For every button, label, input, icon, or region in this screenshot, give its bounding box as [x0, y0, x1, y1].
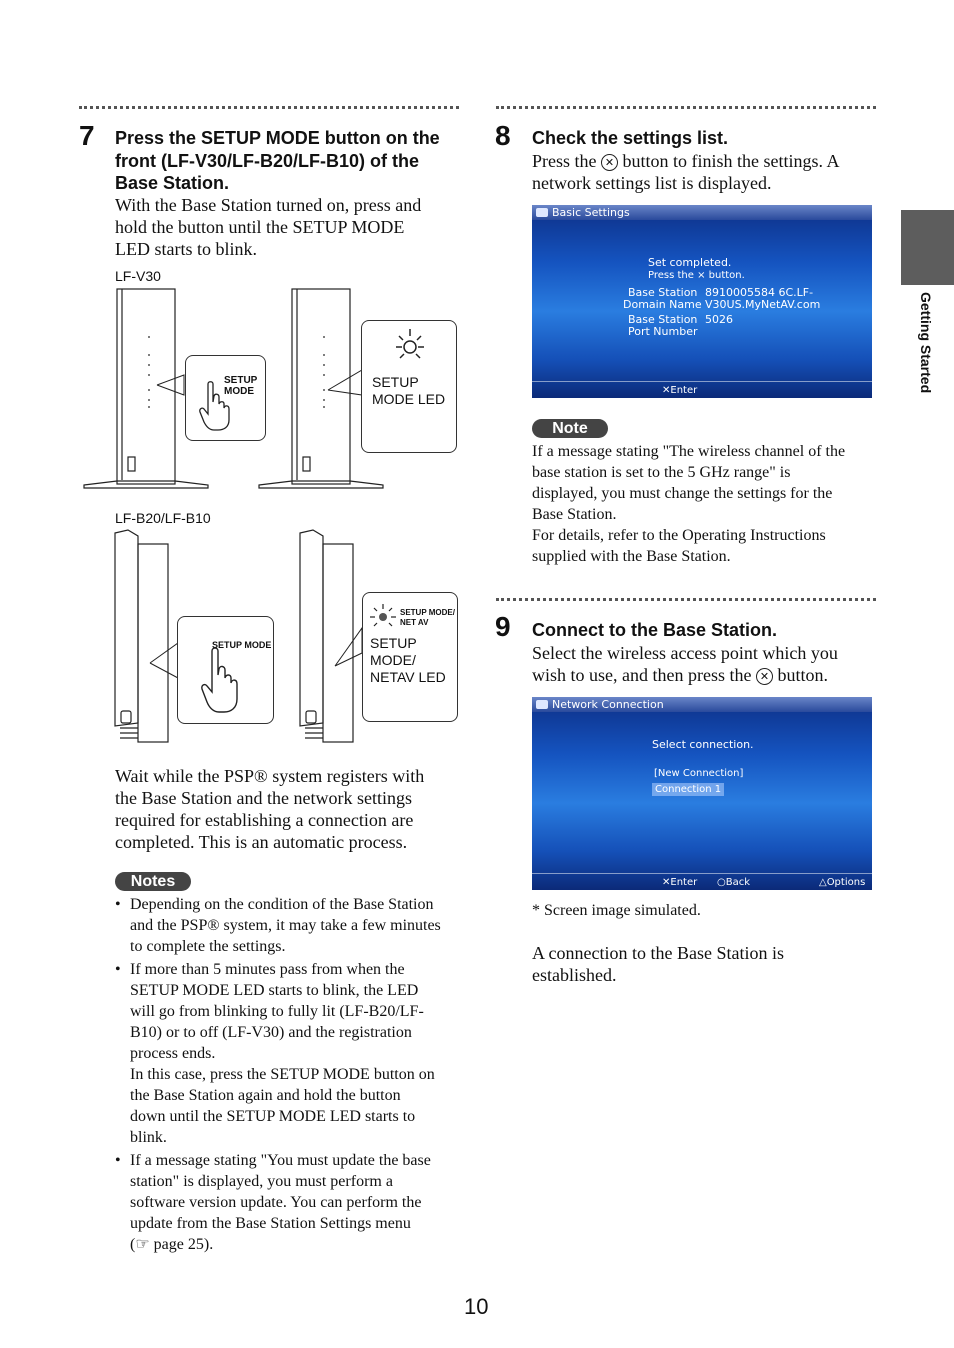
notes-list — [115, 894, 465, 1257]
screen-footer: ○Back — [717, 877, 751, 888]
pointing-hand-icon — [200, 647, 244, 715]
step-body: Select the wireless access point which you wish to use, and then press the ✕ button. — [532, 643, 838, 685]
screen-title-bar: Network Connection — [532, 697, 872, 712]
led-small-label-line: SETUP MODE/ — [400, 608, 455, 617]
setup-mode-netav-led-callout — [362, 592, 458, 722]
screen-key: Port Number — [628, 325, 698, 338]
screen-footer: ✕Enter — [662, 385, 698, 396]
button-label-line: SETUP — [224, 375, 258, 386]
step-heading: Press the SETUP MODE button on the front (LF-V30/LF-B20/LF-B10) of the Base Station. — [115, 128, 440, 193]
blinking-led-icon — [392, 327, 428, 363]
screen-key: Domain Name — [623, 298, 702, 311]
led-label-line: SETUP — [372, 374, 419, 390]
network-icon — [536, 700, 548, 709]
step-number: 7 — [79, 120, 95, 151]
psp-basic-settings-screen — [532, 205, 872, 398]
connection-option-selected[interactable]: Connection 1 — [652, 783, 724, 796]
screen-value: V30US.MyNetAV.com — [705, 298, 821, 311]
led-label-line: MODE/ — [370, 652, 416, 668]
simulated-note: * Screen image simulated. — [532, 902, 701, 919]
separator — [79, 106, 459, 109]
led-label-line: MODE LED — [372, 391, 446, 407]
pointing-hand-icon — [198, 380, 234, 432]
button-label: SETUP MODE — [212, 640, 272, 650]
result-text: A connection to the Base Station is established. — [532, 943, 784, 985]
setup-mode-led-callout — [361, 320, 457, 453]
settings-icon — [536, 208, 548, 217]
screen-title-bar: Basic Settings — [532, 205, 872, 220]
screen-text: Press the × button. — [648, 270, 745, 281]
screen-footer: ✕Enter — [662, 877, 698, 888]
led-small-label-line: NET AV — [400, 618, 429, 627]
screen-key: Base Station — [628, 286, 698, 299]
step-number: 9 — [495, 611, 511, 642]
note-item: • If a message stating "You must update the base station" is displayed, you must perform a software version update. You can perform the update from the Base Station Settings menu (☞ page 25). — [115, 1150, 465, 1255]
screen-footer-line — [532, 873, 872, 874]
page-number: 10 — [464, 1294, 489, 1319]
screen-footer-line — [532, 381, 872, 382]
screen-text: Select connection. — [652, 738, 754, 751]
screen-key: Base Station — [628, 313, 698, 326]
psp-network-connection-screen — [532, 697, 872, 890]
setup-mode-button-callout — [185, 355, 266, 441]
led-label-line: NETAV LED — [370, 669, 446, 685]
setup-mode-button-callout — [177, 616, 274, 724]
screen-text: Set completed. — [648, 256, 732, 269]
screen-value: 8910005584 6C.LF- — [705, 286, 814, 299]
step-heading: Connect to the Base Station. — [532, 620, 778, 640]
step-body: Press the ✕ button to finish the settings. A network settings list is displayed. — [532, 151, 840, 193]
separator — [496, 598, 876, 601]
model-label: LF-V30 — [115, 268, 161, 284]
note-item: • If more than 5 minutes pass from when the SETUP MODE LED starts to blink, the LED will go from blinking to fully lit (LF-B20/LF- B10) or to off (LF-V30) and the registration process ends. In this case, press the SETUP MODE button on the Base Station again and hold the button down until the SETUP MODE LED starts to blink. — [115, 959, 465, 1148]
section-tab-label: Getting Started — [918, 292, 934, 394]
separator — [496, 106, 876, 109]
step-number: 8 — [495, 120, 511, 151]
step-body: With the Base Station turned on, press and hold the button until the SETUP MODE LED starts to blink. — [115, 195, 422, 259]
step-after-text: Wait while the PSP® system registers with the Base Station and the network settings required for establishing a connection are completed. This is an automatic process. — [115, 766, 425, 852]
step-heading: Check the settings list. — [532, 128, 729, 148]
connection-option[interactable]: [New Connection] — [654, 768, 744, 779]
note-text: If a message stating "The wireless channel of the base station is set to the 5 GHz range" is displayed, you must change the settings for the Base Station. For details, refer to the Operating Instructions supplied with the Base Station. — [532, 443, 846, 565]
note-badge: Note — [532, 419, 608, 438]
model-label: LF-B20/LF-B10 — [115, 510, 211, 526]
led-label-line: SETUP — [370, 635, 417, 651]
notes-badge: Notes — [115, 872, 191, 891]
screen-value: 5026 — [705, 313, 733, 326]
note-item: • Depending on the condition of the Base Station and the PSP® system, it may take a few minutes to complete the settings. — [115, 894, 465, 957]
section-tab — [901, 210, 954, 285]
cross-button-icon: ✕ — [601, 154, 618, 171]
blinking-led-icon — [369, 603, 397, 631]
screen-footer: △Options — [819, 877, 866, 888]
button-label-line: MODE — [224, 386, 254, 397]
cross-button-icon: ✕ — [756, 668, 773, 685]
